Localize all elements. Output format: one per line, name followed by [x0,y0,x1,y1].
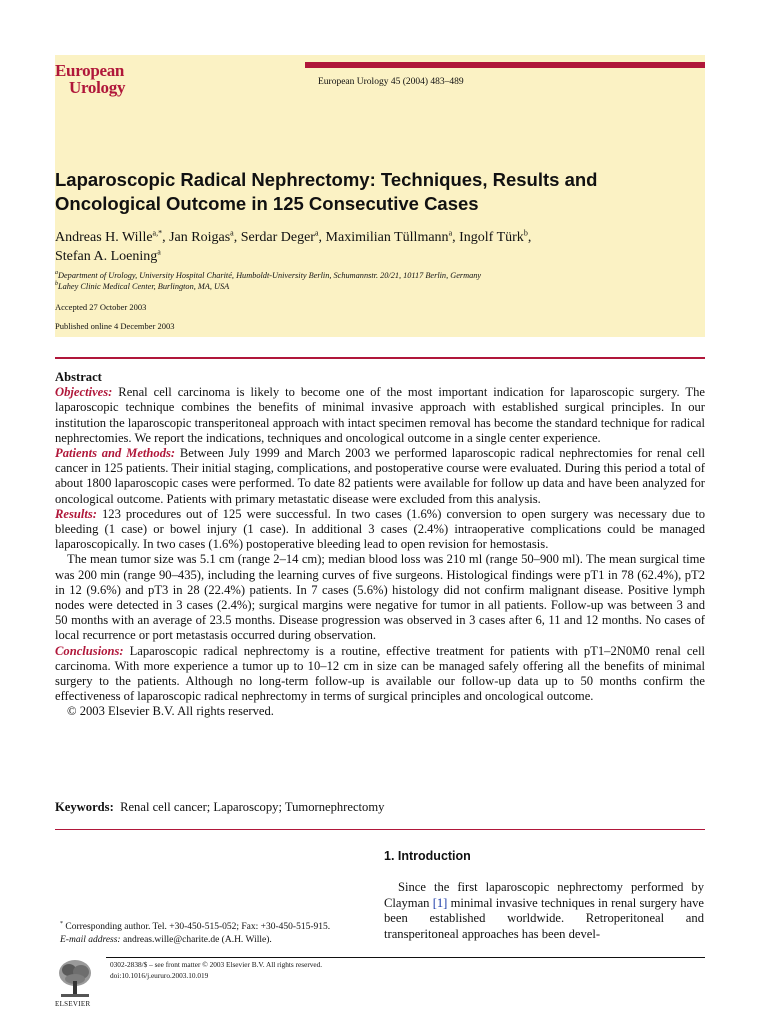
author-affil-marker: a [448,228,453,238]
conclusions-text: Laparoscopic radical nephrectomy is a routine, effective treatment for patients with pT1–2N0M0 renal cell carcinoma. With more experience a tumor up to 10–12 cm in size can be managed safely offering all the benefits of minimal surgery to the patients. Although no long-term follow-up is available our follow-up data up to 50 months confirm the effectiveness of laparoscopic radical nephrectomy in terms of surgical principles and oncological outcome. [55,643,705,704]
abstract-conclusions [55,644,705,705]
elsevier-tree-icon [55,957,95,1002]
logo-line-urology: Urology [69,78,126,97]
journal-reference: European Urology 45 (2004) 483–489 [318,77,464,87]
author-name: Jan Roigas [169,230,231,245]
objectives-label: Objectives: [55,385,113,400]
keywords-text: Renal cell cancer; Laparoscopy; Tumornephrectomy [120,800,385,814]
author-affil-marker: b [523,228,528,238]
email-address[interactable]: andreas.wille@charite.de (A.H. Wille). [120,934,272,945]
author-affil-marker: a,* [152,228,163,238]
footnote-email [60,934,370,947]
results-label: Results: [55,506,97,521]
conclusions-label: Conclusions: [55,643,124,658]
affiliation-marker: a [55,270,58,277]
abstract-results [55,507,705,553]
abstract-objectives [55,385,705,446]
footer-rule [106,957,705,958]
section-rule [55,357,705,359]
abstract [55,370,705,720]
results-text: 123 procedures out of 125 were successful. In two cases (1.6%) conversion to open surgery was necessary due to bleeding (1 case) or bowel injury (1 case). In additional 3 cases (2.4%) intraoperative complications could be managed laparoscopically. In two cases (1.6%) postoperative bleeding lead to open revision for hemostasis. [55,506,705,552]
email-label: E-mail address: [60,934,121,945]
author-affil-marker: a [230,228,234,238]
author-affil-marker: a [157,247,161,257]
keywords-label: Keywords: [55,800,114,814]
methods-text: Between July 1999 and March 2003 we performed laparoscopic radical nephrectomies for renal cell cancer in 125 patients. Their initial staging, complications, and postoperative course were evaluated. During this period a total of about 1800 laparoscopic cases were performed. To date 82 patients were available for follow up data and have been analyzed for oncological outcome. Patients with primary metastatic disease were excluded from this analysis. [55,446,705,506]
abstract-heading: Abstract [55,370,102,384]
author-affil-marker: a [314,228,319,238]
section-rule [55,829,705,830]
footer-text [110,960,322,981]
methods-label: Patients and Methods: [55,446,176,461]
abstract-methods [55,446,705,507]
keywords [55,800,384,815]
abstract-results-continued: The mean tumor size was 5.1 cm (range 2–14 cm); median blood loss was 210 ml (range 50–900 ml). The mean surgical time was 200 min (range 90–435), including the learning curves of five surgeons. Histological findings were pT1 in 78 (62.4%), pT2 in 12 (9.6%) and pT3 in 28 (22.4%) patients. In 7 cases (5.6%) histology did not confirm malignant disease. Positive lymph nodes were detected in 3 cases (2.4%); surgical margins were negative for tumor in all patients. Follow-up was between 3 and 50 months with an average of 23.5 months. Disease progression was observed in 3 cases after 6, 11 and 12 months. No cases of local recurrence or port metastasis occurred during observation. [55,552,705,643]
citation-link[interactable]: [1] [432,895,448,910]
author-list: Andreas H. Wille$^{a,*}$, Jan Roigas$^a$, Serdar Deger$^a$, Maximilian Tüllmann$^a$, Ingolf Türk$^b$, Stefan A. Loening$^a$ [55,228,532,264]
footnote-corresponding [60,918,370,934]
corresponding-author-footnote [60,918,370,946]
published-date: Published online 4 December 2003 [55,321,175,331]
footer-copyright: 0302-2838/$ – see front matter © 2003 Elsevier B.V. All rights reserved. [110,960,323,969]
author-name: Serdar Deger [240,230,315,245]
author-name: Maximilian Tüllmann [325,230,449,245]
footnote-corresponding-text: Corresponding author. Tel. +30-450-515-052; Fax: +30-450-515-915. [65,922,331,933]
introduction-text [384,880,704,942]
introduction-heading: 1. Introduction [384,849,471,863]
affiliation-text: Department of Urology, University Hospital Charité, Humboldt-University Berlin, Schumannstr. 20/21, 10117 Berlin, Germany [58,271,482,280]
footnote-marker: * [60,921,63,927]
author-name: Ingolf Türk [459,230,524,245]
journal-logo [55,62,125,96]
author-name: Andreas H. Wille [55,230,153,245]
intro-text-part: minimal invasive techniques in renal surgery have been established worldwide. Retroperitoneal and transperitoneal approaches has been devel- [384,895,704,941]
affiliations [55,270,705,292]
affiliation-item [55,281,705,292]
affiliation-item [55,270,705,281]
abstract-copyright: © 2003 Elsevier B.V. All rights reserved. [67,704,274,719]
affiliation-text: Lahey Clinic Medical Center, Burlington, MA, USA [58,282,230,291]
intro-text-part: Since the first laparoscopic nephrectomy performed by Clayman [384,880,704,910]
article-title: Laparoscopic Radical Nephrectomy: Techniques, Results and Oncological Outcome in 125 Consecutive Cases [55,169,598,214]
accepted-date: Accepted 27 October 2003 [55,302,147,312]
objectives-text: Renal cell carcinoma is likely to become one of the most important indication for laparoscopic surgery. The laparoscopic technique combines the benefits of minimal invasive approach with established surgical principles. In our institution the laparoscopic transperitoneal approach with intact specimen removal has become the standard technique for radical nephrectomies. We report the indications, techniques and oncological outcome in a single center experience. [55,385,705,445]
affiliation-marker: b [55,281,58,288]
header-rule [305,62,705,68]
footer-doi[interactable]: doi:10.1016/j.eururo.2003.10.019 [110,970,209,980]
logo-line-european: European [55,61,125,80]
author-name: Stefan A. Loening [55,249,158,264]
publisher-name: ELSEVIER [55,1000,91,1008]
